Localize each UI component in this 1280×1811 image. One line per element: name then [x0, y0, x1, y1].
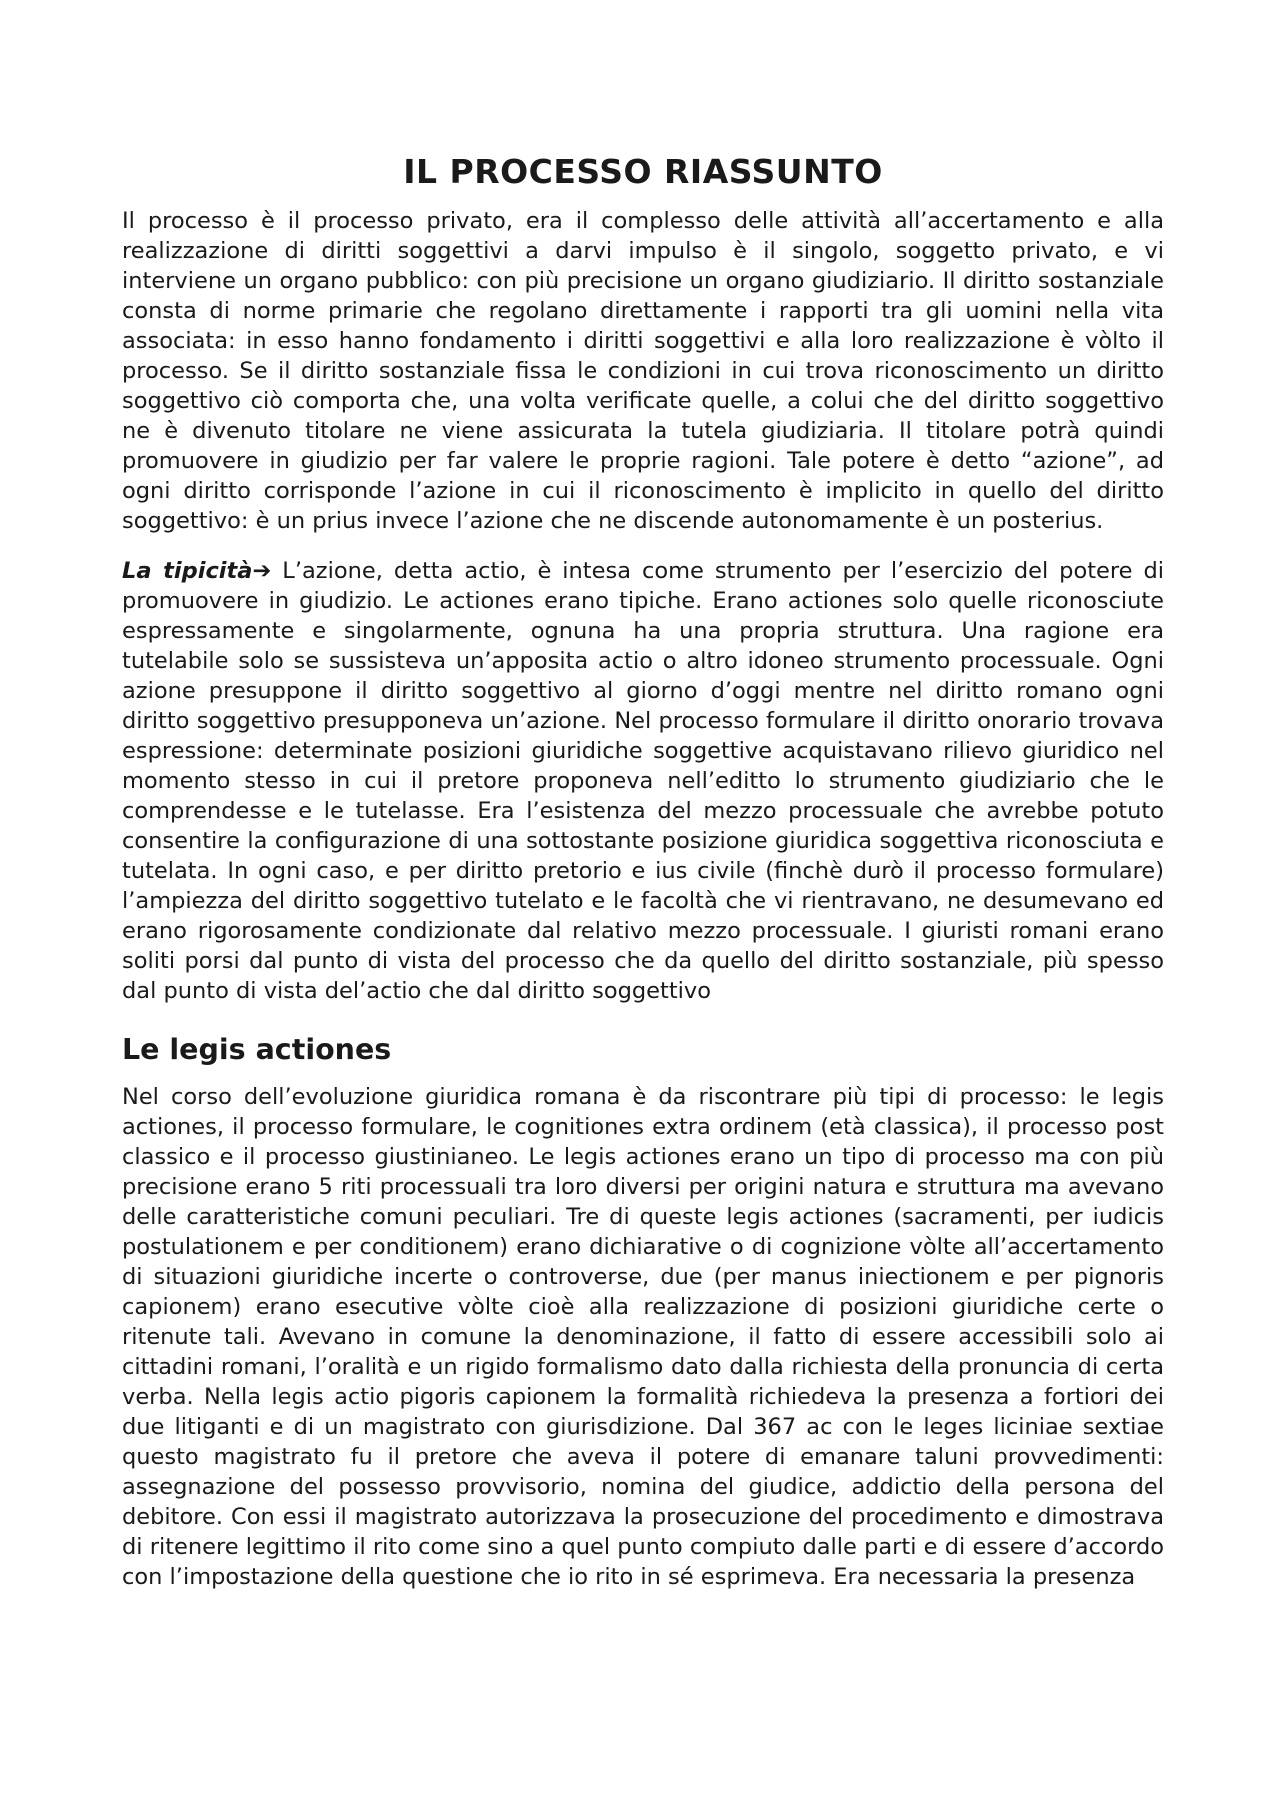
intro-paragraph: Il processo è il processo privato, era il complesso delle attività all’accertamento e alla realizzazione di diritti soggettivi a darvi impulso è il singolo, soggetto privato, e vi interviene un organo pubblico: con più precisione un organo giudiziario. Il diritto sostanziale consta di norme primarie che regolano direttamente i rapporti tra gli uomini nella vita associata: in esso hanno fondamento i diritti soggettivi e alla loro realizzazione è vòlto il processo. Se il diritto sostanziale fissa le condizioni in cui trova riconoscimento un diritto soggettivo ciò comporta che, una volta verificate quelle, a colui che del diritto soggettivo ne è divenuto titolare ne viene assicurata la tutela giudiziaria. Il titolare potrà quindi promuovere in giudizio per far valere le proprie ragioni. Tale potere è detto “azione”, ad ogni diritto corrisponde l’azione in cui il riconoscimento è implicito in quello del diritto soggettivo: è un prius invece l’azione che ne discende autonomamente è un posterius.	[122, 208, 1164, 534]
legis-actiones-paragraph: Nel corso dell’evoluzione giuridica romana è da riscontrare più tipi di processo: le legis actiones, il processo formulare, le cognitiones extra ordinem (età classica), il processo post classico e il processo giustinianeo. Le legis actiones erano un tipo di processo ma con più precisione erano 5 riti processuali tra loro diversi per origini natura e struttura ma avevano delle caratteristiche comuni peculiari. Tre di queste legis actiones (sacramenti, per iudicis postulationem e per conditionem) erano dichiarative o di cognizione vòlte all’accertamento di situazioni giuridiche incerte o controverse, due (per manus iniectionem e per pignoris capionem) erano esecutive vòlte cioè alla realizzazione di posizioni giuridiche certe o ritenute tali. Avevano in comune la denominazione, il fatto di essere accessibili solo ai cittadini romani, l’oralità e un rigido formalismo dato dalla richiesta della pronuncia di certa verba. Nella legis actio pigoris capionem la formalità richiedeva la presenza a fortiori dei due litiganti e di un magistrato con giurisdizione. Dal 367 ac con le leges liciniae sextiae questo magistrato fu il pretore che aveva il potere di emanare taluni provvedimenti: assegnazione del possesso provvisorio, nomina del giudice, addictio della persona del debitore. Con essi il magistrato autorizzava la prosecuzione del procedimento e dimostrava di ritenere legittimo il rito come sino a quel punto compiuto dalle parti e di essere d’accordo con l’impostazione della questione che io rito in sé esprimeva. Era necessaria la presenza	[122, 1084, 1164, 1590]
tipicita-paragraph	[122, 556, 1164, 1006]
document-page	[122, 148, 1164, 1592]
tipicita-text: L’azione, detta actio, è intesa come strumento per l’esercizio del potere di promuovere in giudizio. Le actiones erano tipiche. Erano actiones solo quelle riconosciute espressamente e singolarmente, ognuna ha una propria struttura. Una ragione era tutelabile solo se sussisteva un’apposita actio o altro idoneo strumento processuale. Ogni azione presuppone il diritto soggettivo al giorno d’oggi mentre nel diritto romano ogni diritto soggettivo presupponeva un’azione. Nel processo formulare il diritto onorario trovava espressione: determinate posizioni giuridiche soggettive acquistavano rilievo giuridico nel momento stesso in cui il pretore proponeva nell’editto lo strumento giudiziario che le comprendesse e le tutelasse. Era l’esistenza del mezzo processuale che avrebbe potuto consentire la configurazione di una sottostante posizione giuridica soggettiva riconosciuta e tutelata. In ogni caso, e per diritto pretorio e ius civile (finchè durò il processo formulare) l’ampiezza del diritto soggettivo tutelato e le facoltà che vi rientravano, ne desumevano ed erano rigorosamente condizionate dal relativo mezzo processuale. I giuristi romani erano soliti porsi dal punto di vista del processo che da quello del diritto sostanziale, più spesso dal punto di vista del’actio che dal diritto soggettivo	[122, 558, 1164, 1004]
document-title: IL PROCESSO RIASSUNTO	[403, 152, 883, 191]
section-heading-legis-actiones: Le legis actiones	[122, 1033, 392, 1066]
arrow-icon: ➔	[252, 558, 272, 584]
tipicita-lead: La tipicità	[122, 558, 253, 584]
